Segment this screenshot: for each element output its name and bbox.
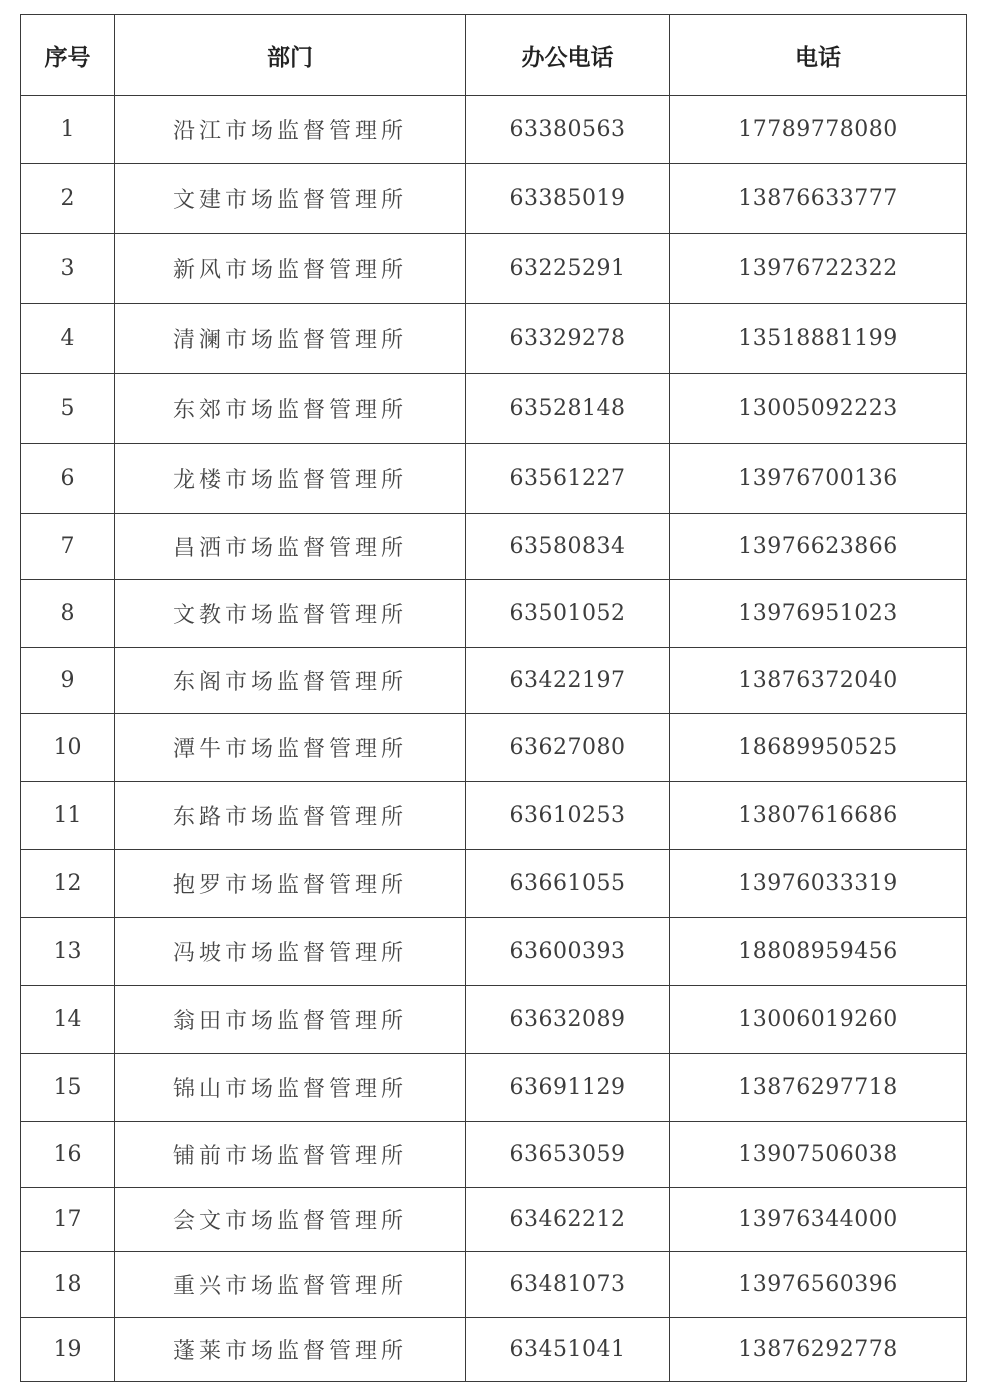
cell-office-phone: 63627080 (466, 714, 670, 782)
cell-department: 蓬莱市场监督管理所 (115, 1318, 466, 1382)
header-office-phone: 办公电话 (466, 15, 670, 96)
table-row (21, 164, 967, 234)
cell-office-phone: 63600393 (466, 918, 670, 986)
cell-department: 龙楼市场监督管理所 (115, 444, 466, 514)
cell-phone: 13976033319 (670, 850, 967, 918)
cell-phone: 13876372040 (670, 648, 967, 714)
cell-phone: 13005092223 (670, 374, 967, 444)
cell-phone: 13518881199 (670, 304, 967, 374)
cell-department: 锦山市场监督管理所 (115, 1054, 466, 1122)
header-row (21, 15, 967, 96)
cell-seq: 7 (21, 514, 115, 580)
table-row (21, 782, 967, 850)
cell-office-phone: 63561227 (466, 444, 670, 514)
cell-phone: 13876297718 (670, 1054, 967, 1122)
cell-office-phone: 63501052 (466, 580, 670, 648)
cell-office-phone: 63632089 (466, 986, 670, 1054)
cell-office-phone: 63691129 (466, 1054, 670, 1122)
cell-office-phone: 63610253 (466, 782, 670, 850)
table-row (21, 1252, 967, 1318)
cell-seq: 13 (21, 918, 115, 986)
cell-seq: 15 (21, 1054, 115, 1122)
table-row (21, 374, 967, 444)
cell-phone: 13807616686 (670, 782, 967, 850)
cell-office-phone: 63580834 (466, 514, 670, 580)
table-row (21, 444, 967, 514)
cell-department: 翁田市场监督管理所 (115, 986, 466, 1054)
cell-seq: 5 (21, 374, 115, 444)
cell-seq: 16 (21, 1122, 115, 1188)
cell-phone: 13876633777 (670, 164, 967, 234)
header-phone: 电话 (670, 15, 967, 96)
table-row (21, 850, 967, 918)
cell-phone: 17789778080 (670, 96, 967, 164)
cell-phone: 13976722322 (670, 234, 967, 304)
cell-phone: 18808959456 (670, 918, 967, 986)
cell-department: 东阁市场监督管理所 (115, 648, 466, 714)
table-row (21, 648, 967, 714)
cell-seq: 8 (21, 580, 115, 648)
cell-seq: 14 (21, 986, 115, 1054)
cell-seq: 17 (21, 1188, 115, 1252)
table-body (21, 96, 967, 1382)
contact-table (20, 14, 967, 1382)
cell-department: 东路市场监督管理所 (115, 782, 466, 850)
header-department: 部门 (115, 15, 466, 96)
contact-table-container (20, 14, 966, 1378)
cell-office-phone: 63329278 (466, 304, 670, 374)
cell-department: 清澜市场监督管理所 (115, 304, 466, 374)
table-row (21, 1318, 967, 1382)
cell-phone: 13006019260 (670, 986, 967, 1054)
cell-office-phone: 63225291 (466, 234, 670, 304)
cell-office-phone: 63661055 (466, 850, 670, 918)
table-row (21, 1054, 967, 1122)
cell-seq: 1 (21, 96, 115, 164)
cell-seq: 9 (21, 648, 115, 714)
table-row (21, 304, 967, 374)
table-row (21, 580, 967, 648)
cell-seq: 6 (21, 444, 115, 514)
table-row (21, 986, 967, 1054)
cell-department: 昌洒市场监督管理所 (115, 514, 466, 580)
cell-office-phone: 63653059 (466, 1122, 670, 1188)
cell-department: 沿江市场监督管理所 (115, 96, 466, 164)
table-header (21, 15, 967, 96)
cell-department: 东郊市场监督管理所 (115, 374, 466, 444)
table-row (21, 96, 967, 164)
cell-department: 潭牛市场监督管理所 (115, 714, 466, 782)
cell-phone: 13876292778 (670, 1318, 967, 1382)
cell-department: 重兴市场监督管理所 (115, 1252, 466, 1318)
cell-phone: 13976951023 (670, 580, 967, 648)
cell-office-phone: 63451041 (466, 1318, 670, 1382)
table-row (21, 234, 967, 304)
cell-department: 文建市场监督管理所 (115, 164, 466, 234)
table-row (21, 1188, 967, 1252)
cell-office-phone: 63385019 (466, 164, 670, 234)
cell-office-phone: 63422197 (466, 648, 670, 714)
cell-office-phone: 63462212 (466, 1188, 670, 1252)
cell-seq: 11 (21, 782, 115, 850)
cell-phone: 13976700136 (670, 444, 967, 514)
cell-phone: 13976560396 (670, 1252, 967, 1318)
cell-phone: 13907506038 (670, 1122, 967, 1188)
cell-office-phone: 63380563 (466, 96, 670, 164)
cell-seq: 19 (21, 1318, 115, 1382)
cell-phone: 18689950525 (670, 714, 967, 782)
cell-office-phone: 63481073 (466, 1252, 670, 1318)
table-row (21, 514, 967, 580)
cell-seq: 18 (21, 1252, 115, 1318)
table-row (21, 1122, 967, 1188)
cell-department: 冯坡市场监督管理所 (115, 918, 466, 986)
cell-department: 新风市场监督管理所 (115, 234, 466, 304)
cell-department: 铺前市场监督管理所 (115, 1122, 466, 1188)
header-seq: 序号 (21, 15, 115, 96)
cell-seq: 2 (21, 164, 115, 234)
cell-department: 会文市场监督管理所 (115, 1188, 466, 1252)
cell-phone: 13976344000 (670, 1188, 967, 1252)
cell-department: 文教市场监督管理所 (115, 580, 466, 648)
cell-seq: 12 (21, 850, 115, 918)
cell-seq: 4 (21, 304, 115, 374)
cell-seq: 10 (21, 714, 115, 782)
cell-office-phone: 63528148 (466, 374, 670, 444)
cell-phone: 13976623866 (670, 514, 967, 580)
cell-department: 抱罗市场监督管理所 (115, 850, 466, 918)
table-row (21, 714, 967, 782)
cell-seq: 3 (21, 234, 115, 304)
table-row (21, 918, 967, 986)
